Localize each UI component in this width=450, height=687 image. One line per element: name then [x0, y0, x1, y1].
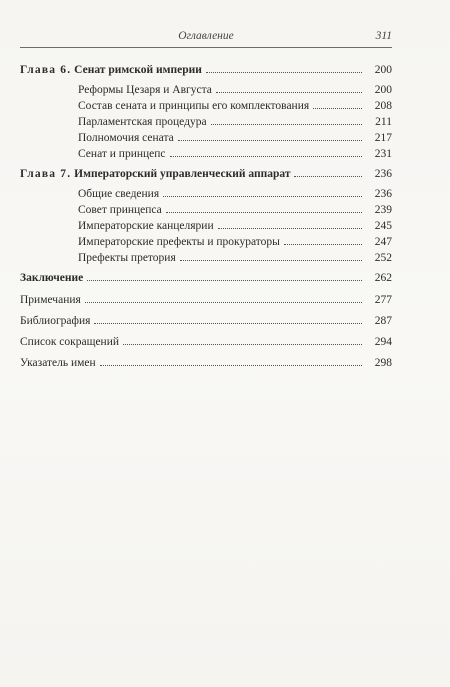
chapter-7-prefix: Глава 7. — [20, 168, 72, 180]
conclusion-page: 262 — [374, 272, 392, 284]
toc-section-page: 236 — [374, 188, 392, 200]
toc-section-title: Парламентская процедура — [78, 116, 207, 128]
toc-item-title: Указатель имен — [20, 357, 96, 369]
leader-dots — [94, 323, 362, 324]
leader-dots — [170, 156, 362, 157]
leader-dots — [216, 92, 362, 93]
toc-section-page: 217 — [374, 132, 392, 144]
toc-section — [78, 98, 392, 114]
toc-item-page: 294 — [374, 336, 392, 348]
toc-section-title: Общие сведения — [78, 188, 160, 200]
leader-dots — [180, 260, 362, 261]
toc-section-title: Сенат и принцепс — [78, 148, 166, 160]
toc-section — [78, 202, 392, 218]
toc-conclusion — [20, 270, 392, 286]
toc-section-title: Полномочия сената — [78, 132, 174, 144]
toc-item-title: Библиография — [20, 315, 91, 327]
conclusion-title: Заключение — [20, 272, 84, 284]
toc-section — [78, 218, 392, 234]
toc-item-title: Список сокращений — [20, 336, 120, 348]
toc-section — [78, 114, 392, 130]
page-number: 311 — [375, 30, 392, 42]
leader-dots — [166, 212, 362, 213]
chapter-6-prefix: Глава 6. — [20, 64, 72, 76]
toc-section-page: 247 — [374, 236, 392, 248]
toc-section-title: Императорские канцелярии — [78, 220, 214, 232]
toc-section-title: Реформы Цезаря и Августа — [78, 84, 212, 96]
running-header — [20, 27, 392, 48]
toc-section-page: 208 — [374, 100, 392, 112]
toc-section-title: Состав сената и принципы его комплектования — [78, 100, 310, 112]
toc-section — [78, 234, 392, 250]
toc-section — [78, 250, 392, 266]
leader-dots — [100, 365, 362, 366]
leader-dots — [294, 176, 362, 177]
leader-dots — [211, 124, 362, 125]
toc-back-matter-item — [20, 355, 392, 371]
leader-dots — [87, 280, 362, 281]
leader-dots — [178, 140, 362, 141]
toc-back-matter-item — [20, 334, 392, 350]
toc-item-title: Примечания — [20, 294, 81, 306]
toc-section-page: 211 — [375, 116, 392, 128]
toc-item-page: 287 — [374, 315, 392, 327]
leader-dots — [163, 196, 362, 197]
toc-back-matter-item — [20, 313, 392, 329]
toc-section — [78, 186, 392, 202]
leader-dots — [123, 344, 362, 345]
chapter-6-title: Сенат римской империи — [74, 64, 202, 76]
toc-section-title: Префекты претория — [78, 252, 176, 264]
chapter-7-page: 236 — [374, 168, 392, 180]
toc-item-page: 277 — [374, 294, 392, 306]
toc-chapter-7 — [20, 166, 392, 182]
toc-section-title: Совет принцепса — [78, 204, 162, 216]
toc-section — [78, 130, 392, 146]
toc-section-page: 239 — [374, 204, 392, 216]
toc-section-page: 200 — [374, 84, 392, 96]
leader-dots — [218, 228, 362, 229]
running-header-title: Оглавление — [178, 30, 234, 42]
chapter-7-title: Императорский управленческий аппарат — [74, 168, 291, 180]
toc-section-page: 245 — [374, 220, 392, 232]
toc-back-matter-item — [20, 292, 392, 308]
toc-section-page: 252 — [374, 252, 392, 264]
leader-dots — [85, 302, 362, 303]
toc-section — [78, 146, 392, 162]
toc-section-title: Императорские префекты и прокураторы — [78, 236, 280, 248]
leader-dots — [206, 72, 362, 73]
leader-dots — [313, 108, 362, 109]
toc-item-page: 298 — [374, 357, 392, 369]
toc-chapter-6 — [20, 62, 392, 78]
chapter-6-page: 200 — [374, 64, 392, 76]
leader-dots — [284, 244, 362, 245]
toc-section-page: 231 — [374, 148, 392, 160]
toc-section — [78, 82, 392, 98]
